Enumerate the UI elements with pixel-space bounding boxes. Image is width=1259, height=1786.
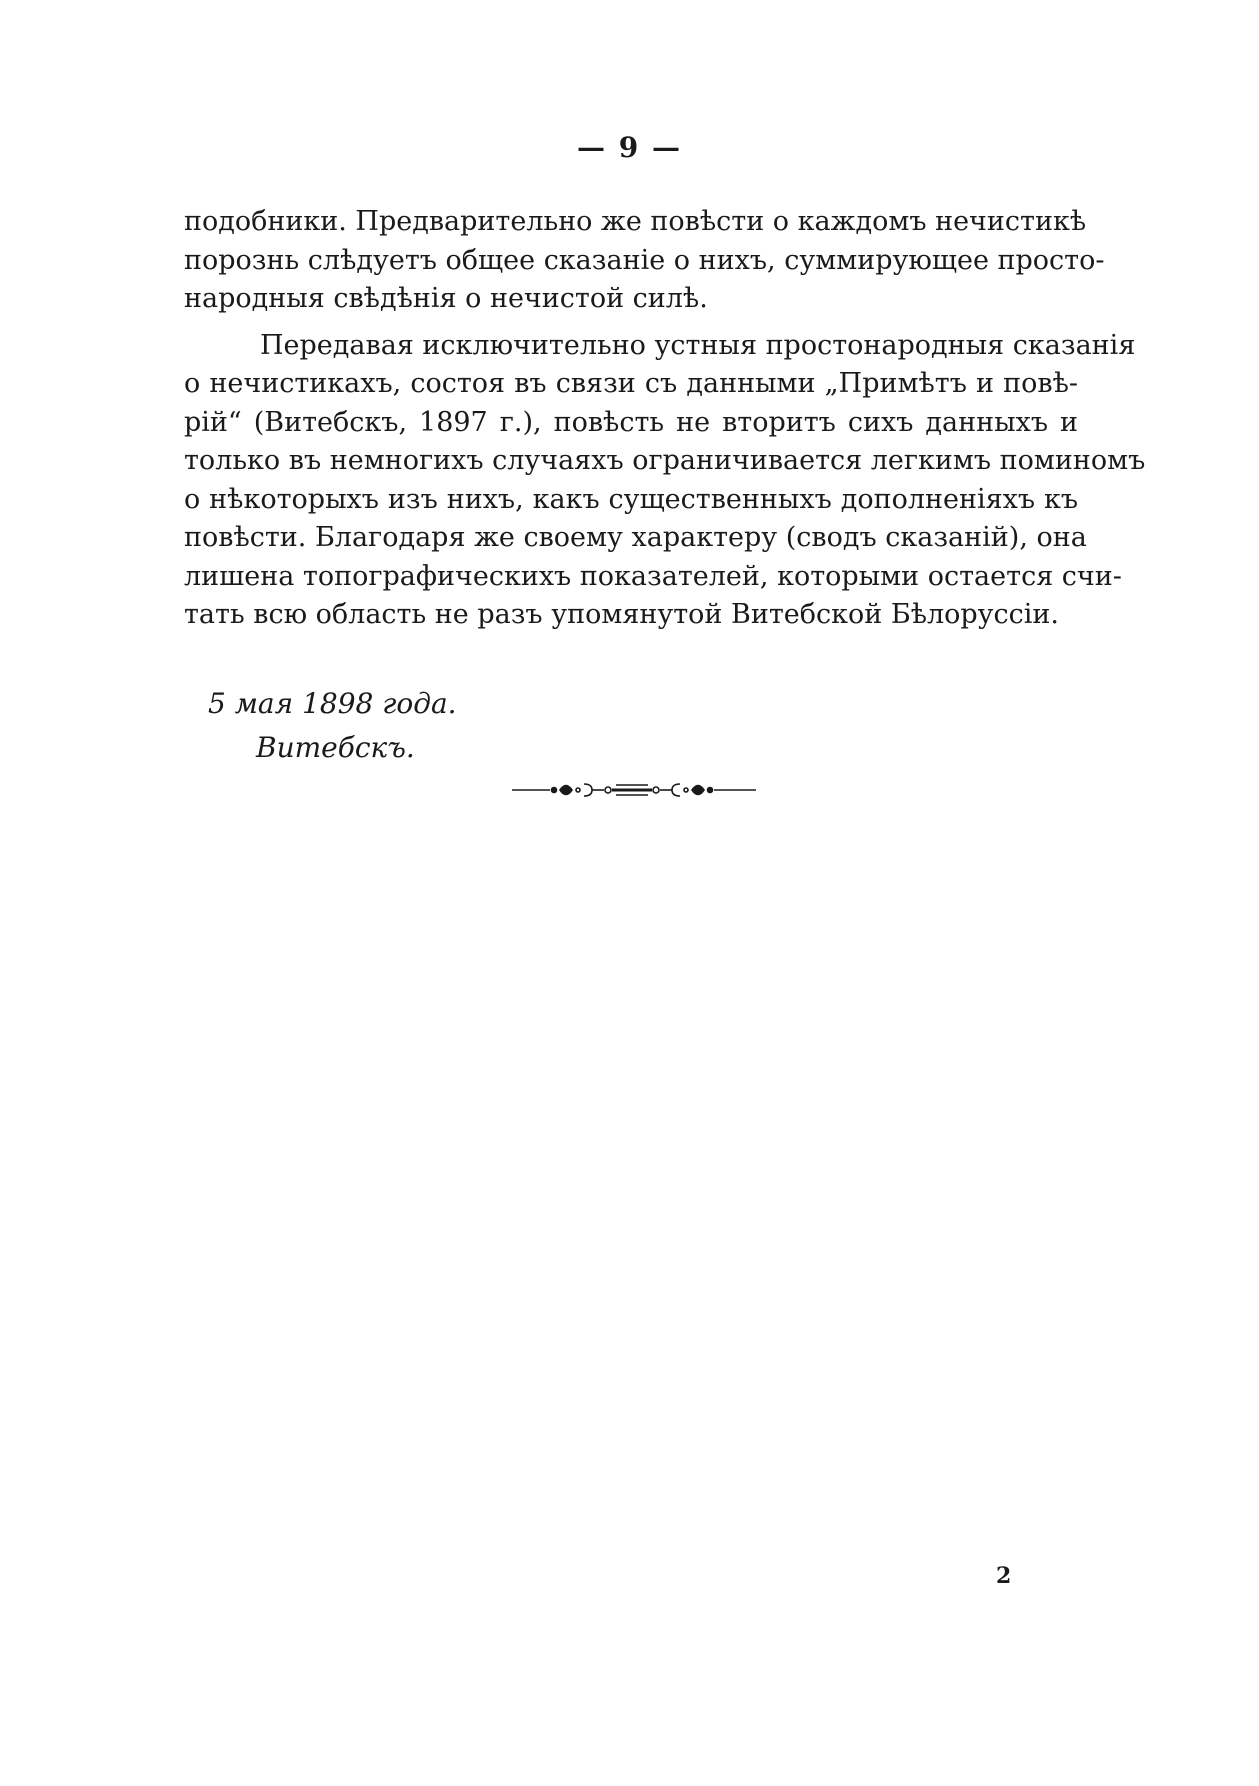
decorative-vignette-icon [512, 778, 756, 802]
text-line: лишена топографическихъ показателей, которыми остается счи- [184, 560, 1122, 592]
page-number: — 9 — [577, 131, 682, 164]
text-line: порознь слѣдуетъ общее сказаніе о нихъ, суммирующее просто- [184, 244, 1105, 276]
text-line: народныя свѣдѣнія о нечистой силѣ. [184, 283, 708, 314]
text-line: подобники. Предварительно же повѣсти о каждомъ нечистикѣ [184, 206, 1087, 237]
paragraph-2 [184, 327, 1146, 635]
text-line: повѣсти. Благодаря же своему характеру (сводъ сказаній), она [184, 522, 1087, 553]
text-line: о нѣкоторыхъ изъ нихъ, какъ существенныхъ дополненіяхъ къ [184, 483, 1078, 515]
text-line: только въ немногихъ случаяхъ ограничивается легкимъ поминомъ [184, 445, 1146, 476]
signature-place: Витебскъ. [256, 731, 415, 764]
paragraph-1 [184, 203, 1105, 319]
signature-block [208, 682, 457, 770]
signature-date: 5 мая 1898 года. [208, 687, 457, 720]
signature-mark: 2 [996, 1563, 1012, 1589]
body-text [184, 203, 1146, 635]
text-line: тать всю область не разъ упомянутой Витебской Бѣлоруссіи. [184, 599, 1060, 630]
text-line: Передавая исключительно устныя простонародныя сказанія [260, 329, 1136, 361]
text-line: рій“ (Витебскъ, 1897 г.), повѣсть не вторитъ сихъ данныхъ и [184, 406, 1078, 438]
text-line: о нечистикахъ, состоя въ связи съ данными „Примѣтъ и повѣ- [184, 368, 1078, 399]
